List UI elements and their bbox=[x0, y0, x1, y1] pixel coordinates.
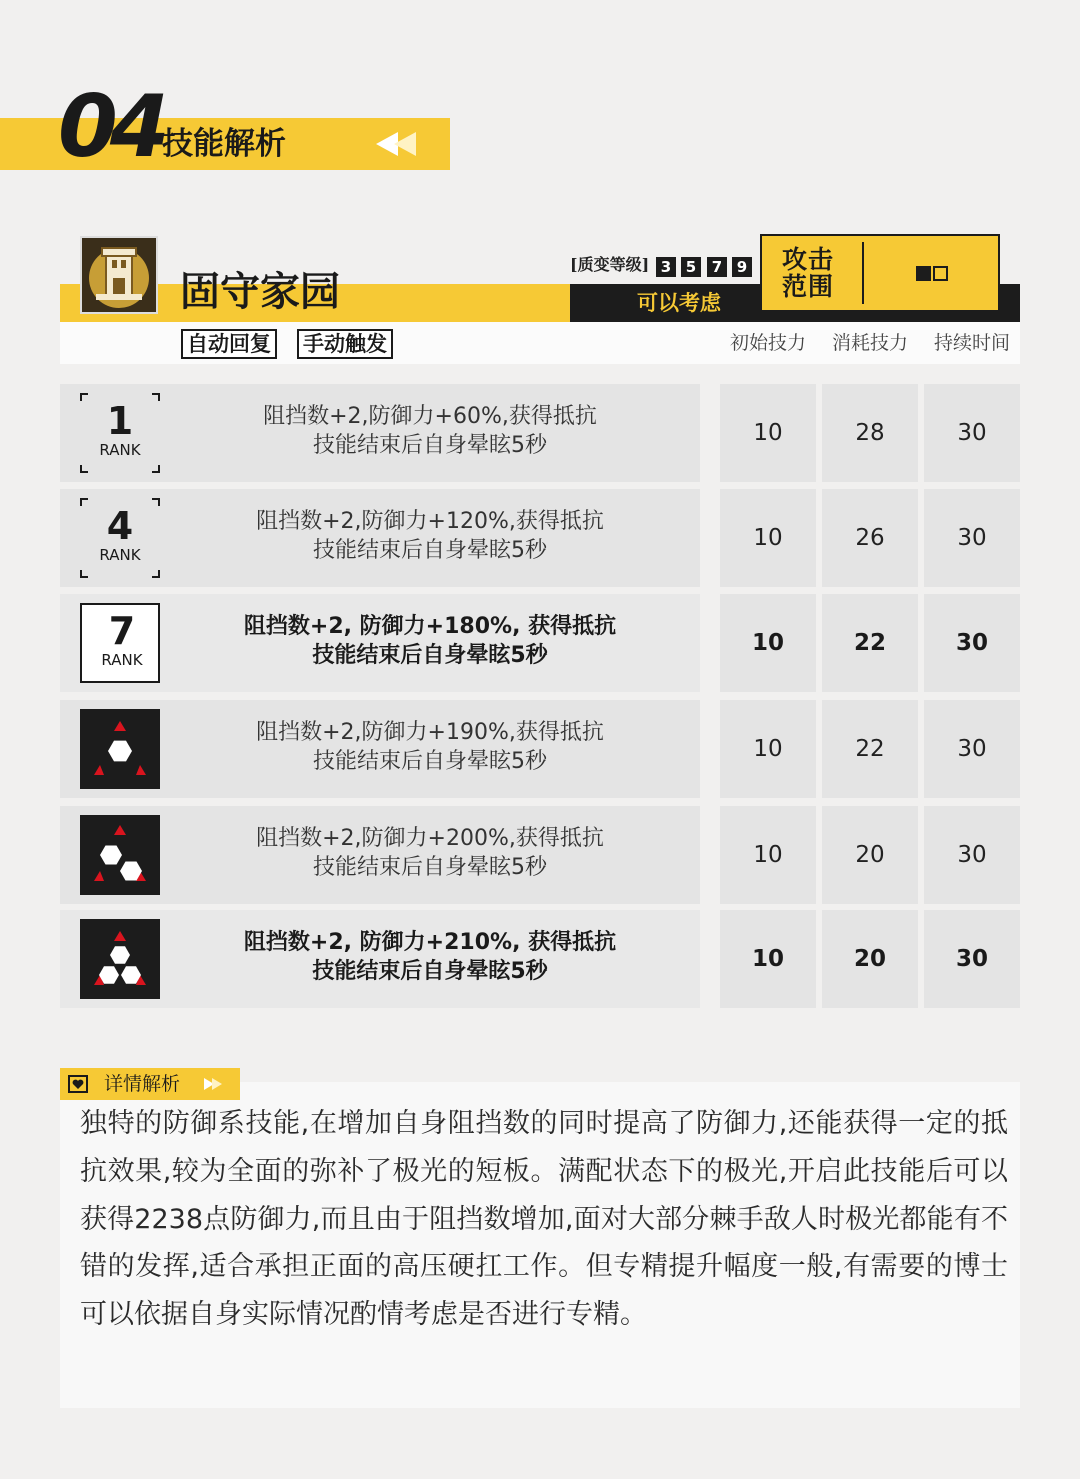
range-divider bbox=[862, 242, 864, 304]
range-grid-icon bbox=[916, 266, 950, 285]
fortress-icon bbox=[82, 238, 156, 312]
attack-range-box bbox=[760, 234, 1000, 312]
elite-level-7: 7 bbox=[707, 257, 727, 277]
initial-sp-value: 10 bbox=[720, 594, 816, 692]
rank-corner bbox=[80, 570, 88, 578]
sp-cost-value: 22 bbox=[822, 594, 918, 692]
range-target-cell bbox=[933, 266, 948, 281]
forward-arrows-icon bbox=[202, 1076, 224, 1092]
elite-level-3: 3 bbox=[656, 257, 676, 277]
rank-label: RANK bbox=[99, 546, 141, 564]
effect-line: 阻挡数+2,防御力+60%,获得抵抗 bbox=[263, 404, 597, 429]
rank-corner bbox=[80, 465, 88, 473]
recommendation-text: 可以考虑 bbox=[637, 291, 721, 315]
skill-level-row bbox=[60, 910, 700, 1008]
mastery-2-icon bbox=[80, 815, 160, 895]
effect-line: 阻挡数+2,防御力+200%,获得抵抗 bbox=[256, 826, 604, 851]
sp-cost-value: 20 bbox=[822, 910, 918, 1008]
section-title: 技能解析 bbox=[162, 126, 286, 162]
tag-manual-trigger: 手动触发 bbox=[297, 329, 393, 359]
effect-line: 技能结束后自身晕眩5秒 bbox=[313, 433, 547, 458]
sp-cost-value: 28 bbox=[822, 384, 918, 482]
elite-level-text: 质变等级 bbox=[577, 255, 642, 274]
skill-effect-text bbox=[210, 824, 650, 882]
effect-line: 技能结束后自身晕眩5秒 bbox=[312, 959, 548, 984]
detail-tag bbox=[60, 1068, 240, 1100]
rank-number: 1 bbox=[106, 399, 134, 443]
mastery-3-icon bbox=[80, 919, 160, 999]
skill-effect-text bbox=[210, 928, 650, 986]
duration-value: 30 bbox=[924, 384, 1020, 482]
skill-level-row bbox=[60, 489, 700, 587]
effect-line: 技能结束后自身晕眩5秒 bbox=[313, 749, 547, 774]
initial-sp-value: 10 bbox=[720, 700, 816, 798]
rewind-arrows-icon bbox=[376, 130, 420, 158]
rank-label: RANK bbox=[99, 441, 141, 459]
skill-level-row bbox=[60, 700, 700, 798]
skill-effect-text bbox=[210, 402, 650, 460]
range-self-cell bbox=[916, 266, 931, 281]
rank-corner bbox=[152, 570, 160, 578]
initial-sp-value: 10 bbox=[720, 384, 816, 482]
detail-label: 详情解析 bbox=[104, 1073, 181, 1095]
column-initial-sp: 初始技力 bbox=[729, 332, 806, 354]
effect-line: 阻挡数+2, 防御力+210%, 获得抵抗 bbox=[243, 930, 617, 955]
effect-line: 阻挡数+2,防御力+190%,获得抵抗 bbox=[256, 720, 604, 745]
initial-sp-value: 10 bbox=[720, 910, 816, 1008]
rank-badge bbox=[80, 603, 160, 683]
effect-line: 阻挡数+2,防御力+120%,获得抵抗 bbox=[256, 509, 604, 534]
rank-number: 4 bbox=[106, 504, 134, 548]
elite-level-9: 9 bbox=[732, 257, 752, 277]
duration-value: 30 bbox=[924, 594, 1020, 692]
rank-corner bbox=[152, 465, 160, 473]
elite-level-5: 5 bbox=[681, 257, 701, 277]
duration-value: 30 bbox=[924, 700, 1020, 798]
duration-value: 30 bbox=[924, 910, 1020, 1008]
initial-sp-value: 10 bbox=[720, 806, 816, 904]
skill-level-row bbox=[60, 594, 700, 692]
skill-level-row bbox=[60, 384, 700, 482]
skill-effect-text bbox=[210, 718, 650, 776]
skill-name: 固守家园 bbox=[180, 268, 340, 315]
column-duration: 持续时间 bbox=[933, 332, 1010, 354]
column-sp-cost: 消耗技力 bbox=[831, 332, 908, 354]
skill-level-row bbox=[60, 806, 700, 904]
attack-range-label: 攻击范围 bbox=[782, 245, 835, 301]
effect-line: 技能结束后自身晕眩5秒 bbox=[312, 643, 548, 668]
duration-value: 30 bbox=[924, 806, 1020, 904]
skill-effect-text bbox=[210, 507, 650, 565]
duration-value: 30 bbox=[924, 489, 1020, 587]
effect-line: 技能结束后自身晕眩5秒 bbox=[313, 538, 547, 563]
skill-icon bbox=[80, 236, 158, 314]
sp-cost-value: 22 bbox=[822, 700, 918, 798]
sp-cost-value: 26 bbox=[822, 489, 918, 587]
section-number: 04 bbox=[58, 77, 162, 177]
sp-cost-value: 20 bbox=[822, 806, 918, 904]
effect-line: 技能结束后自身晕眩5秒 bbox=[313, 855, 547, 880]
detail-text: 独特的防御系技能,在增加自身阻挡数的同时提高了防御力,还能获得一定的抵抗效果,较为全面的弥补了极光的短板。满配状态下的极光,开启此技能后可以获得2238点防御力,而且由于阻挡数增加,面对大部分棘手敌人时极光都能有不错的发挥,适合承担正面的高压硬扛工作。但专精提升幅度一般,有需要的博士可以依据自身实际情况酌情考虑是否进行专精。 bbox=[80, 1108, 1008, 1331]
rank-label: RANK bbox=[101, 651, 143, 669]
mastery-1-icon bbox=[80, 709, 160, 789]
heart-icon bbox=[68, 1075, 88, 1093]
rank-badge bbox=[80, 393, 160, 473]
elite-level-label: [质变等级] bbox=[570, 255, 650, 274]
tag-auto-recovery: 自动回复 bbox=[181, 329, 277, 359]
initial-sp-value: 10 bbox=[720, 489, 816, 587]
rank-badge bbox=[80, 498, 160, 578]
effect-line: 阻挡数+2, 防御力+180%, 获得抵抗 bbox=[243, 614, 617, 639]
skill-effect-text bbox=[210, 612, 650, 670]
rank-number: 7 bbox=[108, 609, 136, 653]
